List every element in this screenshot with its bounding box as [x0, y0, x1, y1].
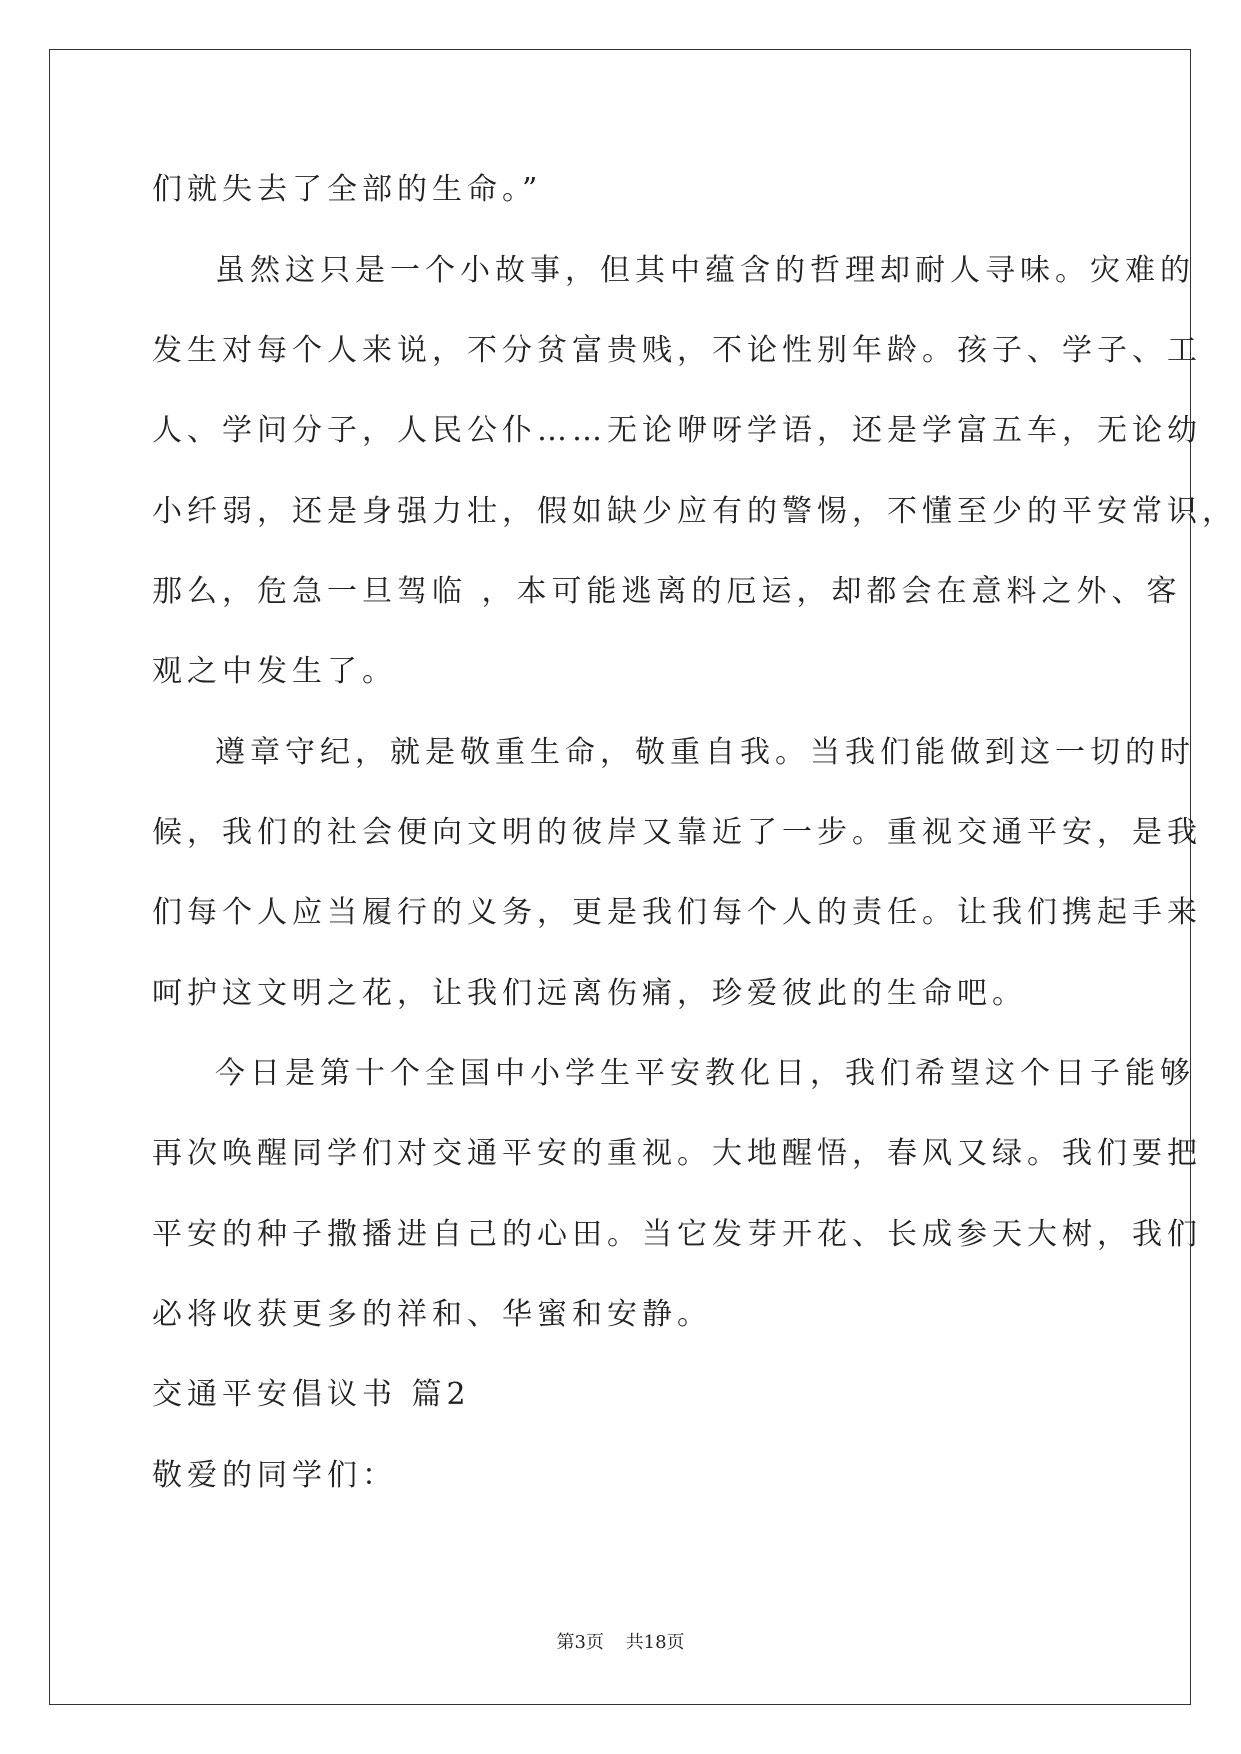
text-line: 观之中发生了。	[152, 654, 397, 689]
text-line: 再次唤醒同学们对交通平安的重视。大地醒悟，春风又绿。我们要把	[152, 1136, 1202, 1171]
text-line: 呵护这文明之花，让我们远离伤痛，珍爱彼此的生命吧。	[152, 976, 1027, 1011]
paragraph-start: 虽然这只是一个小故事，但其中蕴含的哲理却耐人寻味。灾难的	[215, 253, 1195, 288]
page-total: 共18页	[625, 1632, 685, 1653]
text-line: 们每个人应当履行的义务，更是我们每个人的责任。让我们携起手来	[152, 895, 1202, 930]
text-line: 必将收获更多的祥和、华蜜和安静。	[152, 1297, 712, 1332]
page-border	[49, 49, 1191, 1705]
text-line: 发生对每个人来说，不分贫富贵贱，不论性别年龄。孩子、学子、工	[152, 333, 1202, 368]
page-number: 第3页	[556, 1632, 604, 1653]
text-line: 候，我们的社会便向文明的彼岸又靠近了一步。重视交通平安，是我	[152, 815, 1202, 850]
text-line: 小纤弱，还是身强力壮，假如缺少应有的警惕，不懂至少的平安常识，	[152, 494, 1237, 529]
text-line: 们就失去了全部的生命。”	[152, 172, 543, 207]
paragraph-start: 遵章守纪，就是敬重生命，敬重自我。当我们能做到这一切的时	[215, 735, 1195, 770]
text-line: 那么，危急一旦驾临 ，本可能逃离的厄运，却都会在意料之外、客	[152, 574, 1182, 609]
salutation: 敬爱的同学们：	[152, 1458, 397, 1493]
text-line: 人、学问分子，人民公仆……无论咿呀学语，还是学富五车，无论幼	[152, 413, 1202, 448]
paragraph-start: 今日是第十个全国中小学生平安教化日，我们希望这个日子能够	[215, 1056, 1195, 1091]
section-heading: 交通平安倡议书 篇2	[152, 1377, 471, 1412]
text-line: 平安的种子撒播进自己的心田。当它发芽开花、长成参天大树，我们	[152, 1217, 1202, 1252]
page-footer	[0, 1632, 1241, 1654]
